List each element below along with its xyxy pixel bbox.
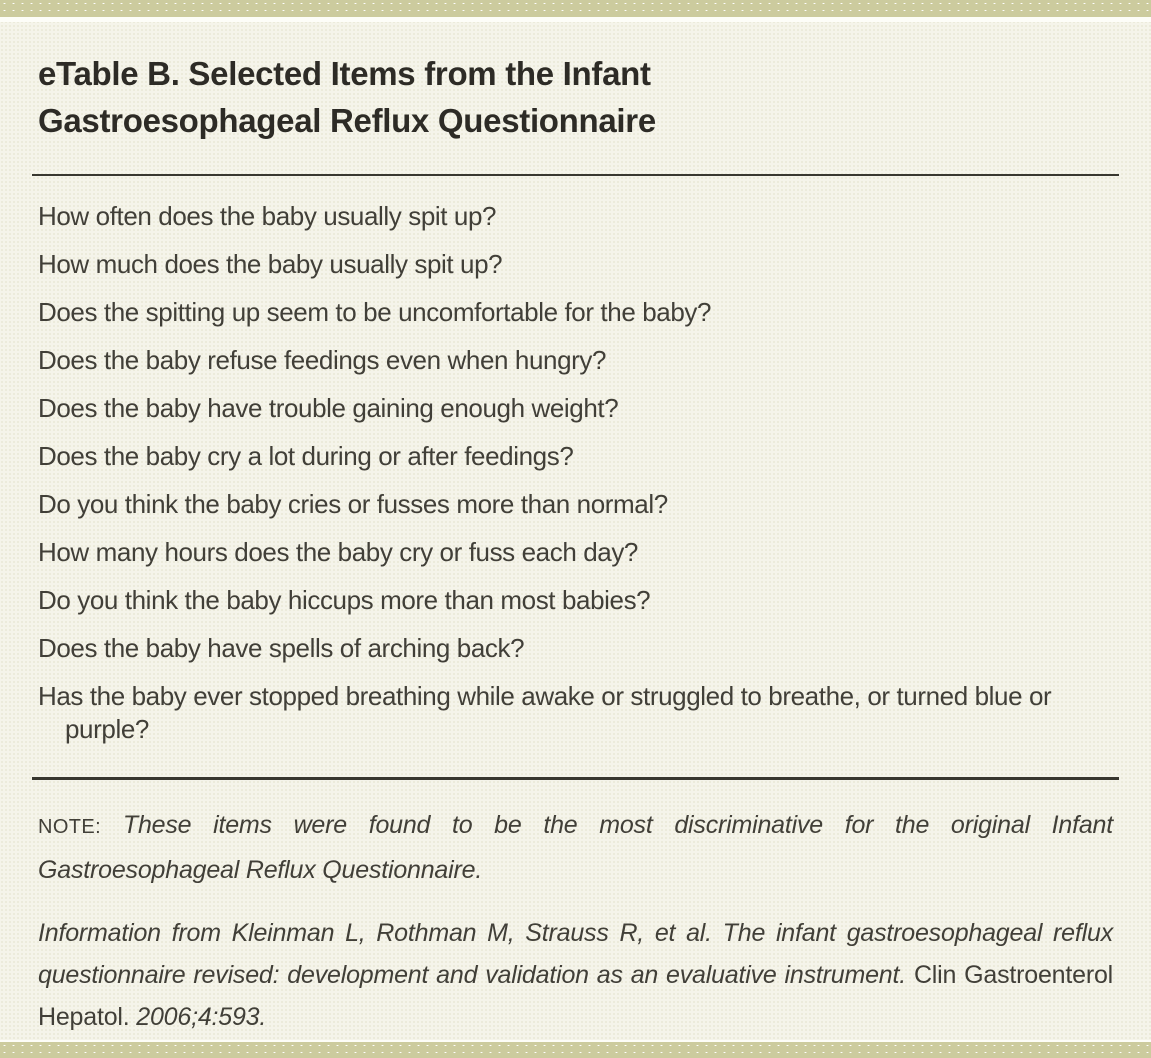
note-text: These items were found to be the most discriminative for the original Infant Gastroesophageal Reflux Questionnaire. (38, 811, 1114, 884)
question-item: Do you think the baby cries or fusses more than normal? (38, 489, 668, 519)
bottom-accent-bar (0, 1040, 1151, 1058)
citation-journal: Clin Gastroenterol Hepatol. (38, 961, 1113, 1031)
note-paragraph (38, 804, 1113, 892)
title-divider-rule (32, 174, 1119, 176)
question-item: Has the baby ever stopped breathing while awake or struggled to breathe, or turned blue or purple? (38, 681, 1052, 744)
question-item: How much does the baby usually spit up? (38, 249, 503, 279)
citation-source: Information from Kleinman L, Rothman M, Strauss R, et al. The infant gastroesophageal reflux questionnaire revised: development and validation as an evaluative instrument. (38, 919, 1113, 989)
question-item: Does the spitting up seem to be uncomfortable for the baby? (38, 297, 712, 327)
question-item: Do you think the baby hiccups more than most babies? (38, 585, 651, 615)
table-content (0, 22, 1151, 1038)
top-accent-bar (0, 0, 1151, 22)
citation-paragraph (38, 912, 1113, 1038)
question-item: Does the baby cry a lot during or after feedings? (38, 441, 574, 471)
citation-volume: 2006;4:593. (136, 1003, 267, 1031)
table-title: eTable B. Selected Items from the Infant Gastroesophageal Reflux Questionnaire (38, 55, 656, 139)
question-item: Does the baby refuse feedings even when hungry? (38, 345, 607, 375)
note-divider-rule (32, 777, 1119, 780)
note-label: NOTE: (38, 816, 102, 838)
question-item: Does the baby have trouble gaining enough weight? (38, 393, 619, 423)
question-item: How many hours does the baby cry or fuss each day? (38, 537, 638, 567)
question-item: Does the baby have spells of arching back? (38, 633, 525, 663)
question-item: How often does the baby usually spit up? (38, 201, 497, 231)
question-list (38, 200, 1113, 746)
